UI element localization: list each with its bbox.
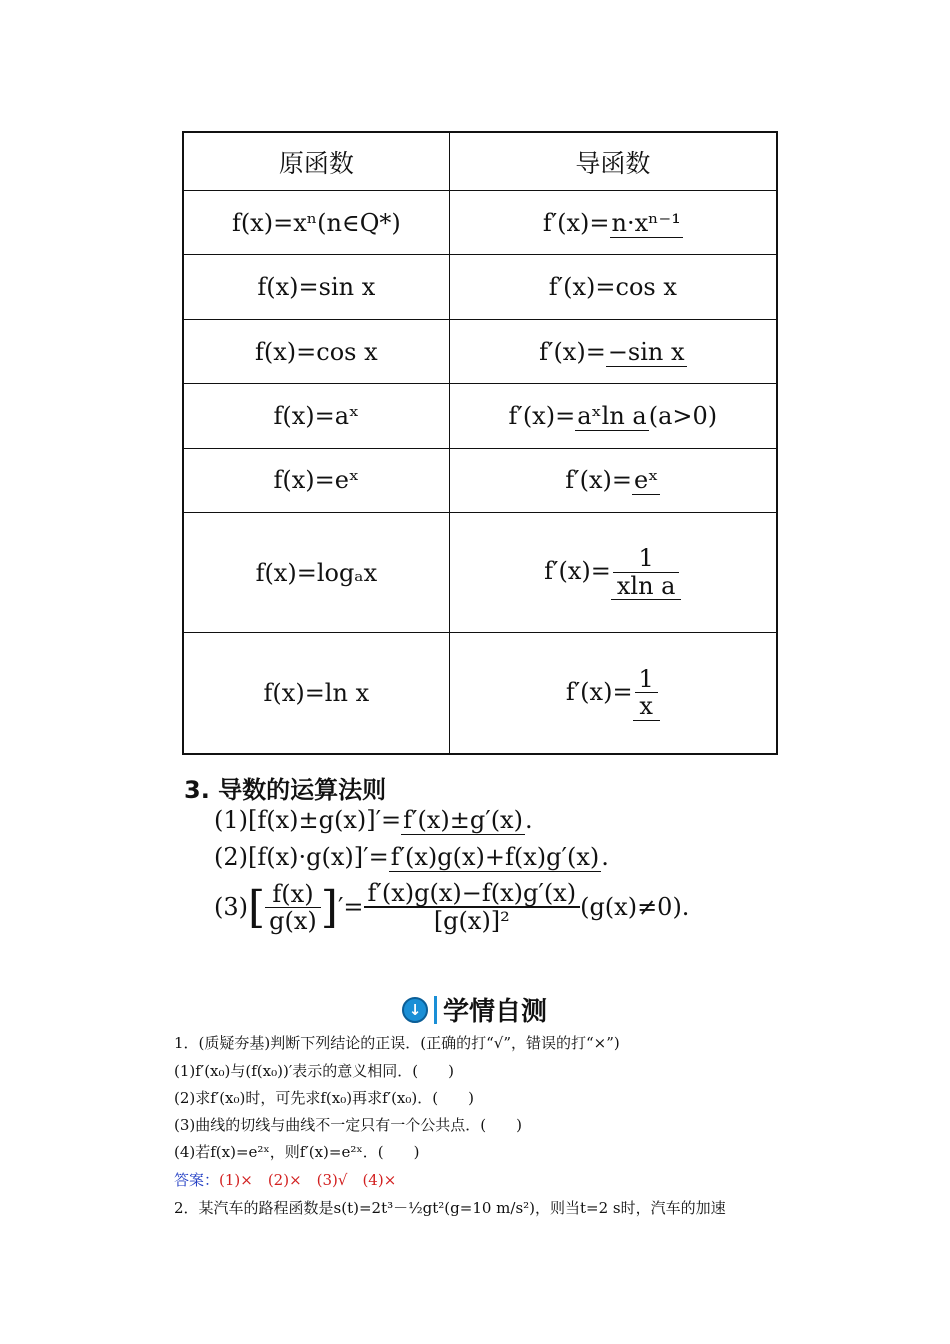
rule-lhs: (1)[f(x)±g(x)]′= [214,806,402,834]
deriv-cell [449,633,777,754]
orig-formula: f(x)=cos x [255,337,378,366]
orig-formula: f(x)=logₐx [255,558,378,587]
deriv-answer: cos x [615,273,677,302]
fraction-denominator: g(x) [265,907,321,934]
deriv-answer: aˣln a [577,402,647,431]
orig-formula: f(x)=sin x [257,273,376,302]
fraction-numerator: 1 [638,544,654,573]
fraction-numerator: f′(x)g(x)−f(x)g′(x) [364,880,581,907]
question-1-intro: 1．(质疑夯基)判断下列结论的正误．(正确的打“√”，错误的打“×”) [174,1034,620,1052]
fraction-denominator: [g(x)]² [364,907,581,934]
question-1-item: (4)若f(x)=e²ˣ，则f′(x)=e²ˣ．( ) [174,1143,420,1161]
derivative-table [182,131,778,755]
rule-product: (2)[f(x)·g(x)]′=f′(x)g(x)+f(x)g′(x). [214,843,609,871]
deriv-prefix: f′(x)= [544,557,611,586]
rule-label: (3) [214,893,248,922]
deriv-cell [449,255,777,319]
fraction-denominator: xln a [613,572,680,599]
orig-cell [183,255,449,319]
deriv-prefix: f′(x)= [508,402,576,431]
answer-label: 答案： [174,1171,220,1189]
rule-rhs: f′(x)±g′(x) [403,806,523,834]
self-test-title: 学情自测 [443,997,548,1027]
orig-formula: f(x)=xⁿ(n∈Q*) [231,208,401,237]
deriv-prefix: f′(x)= [539,337,606,366]
question-1-item: (3)曲线的切线与曲线不一定只有一个公共点．( ) [174,1116,522,1134]
orig-cell [183,191,449,255]
orig-cell [183,384,449,448]
quotient-inner [265,881,321,935]
fraction-denominator: x [635,692,658,719]
question-1-item: (1)f′(x₀)与(f(x₀))′表示的意义相同．( ) [174,1062,454,1080]
deriv-cell [449,384,777,448]
orig-formula: f(x)=ln x [263,679,370,708]
deriv-condition: (a>0) [648,402,718,431]
rule-quotient: (3) [ $\frac{f(x)}{g(x)}$ ] ′= $\frac{f'(x)g(x)-f(x)g'(x)}{\text{[g(x)]²}}$ (g(x)≠0). [214,879,690,936]
rule-sum: (1)[f(x)±g(x)]′=f′(x)±g′(x). [214,806,533,834]
orig-cell [183,448,449,512]
divider-bar [434,996,437,1024]
header-original: 原函数 [183,132,449,191]
deriv-cell [449,448,777,512]
section-title: 3. 导数的运算法则 [184,776,387,804]
rule-condition: (g(x)≠0). [580,893,690,922]
question-2: 2．某汽车的路程函数是s(t)=2t³－½gt²(g=10 m/s²)，则当t=2 s时，汽车的加速 [174,1199,726,1217]
deriv-prefix: f′(x)= [548,273,616,302]
fraction-numerator: 1 [638,664,654,693]
deriv-answer: n·xⁿ⁻¹ [611,208,681,237]
fraction-numerator: f(x) [272,879,314,908]
deriv-prefix: f′(x)= [542,208,610,237]
deriv-answer: eˣ [634,466,659,495]
question-1-item: (2)求f′(x₀)时，可先求f(x₀)再求f′(x₀)．( ) [174,1089,474,1107]
deriv-cell [449,319,777,383]
self-test-heading [402,991,547,1028]
answer-line [174,1169,396,1190]
answer-text: (1)× (2)× (3)√ (4)× [219,1171,397,1189]
quotient-result [364,880,581,935]
header-derivative: 导函数 [449,132,777,191]
rule-rhs: f′(x)g(x)+f(x)g′(x) [390,843,600,871]
deriv-answer: −sin x [607,337,685,366]
orig-cell [183,633,449,754]
orig-cell [183,319,449,383]
deriv-cell [449,191,777,255]
orig-formula: f(x)=aˣ [273,402,360,431]
deriv-prefix: f′(x)= [565,466,632,495]
orig-cell [183,513,449,633]
deriv-fraction [611,545,682,600]
deriv-cell [449,513,777,633]
rule-lhs: (2)[f(x)·g(x)]′= [214,843,389,871]
deriv-fraction [633,666,660,721]
down-arrow-icon: ↓ [402,997,428,1023]
orig-formula: f(x)=eˣ [273,466,360,495]
deriv-prefix: f′(x)= [565,677,633,706]
